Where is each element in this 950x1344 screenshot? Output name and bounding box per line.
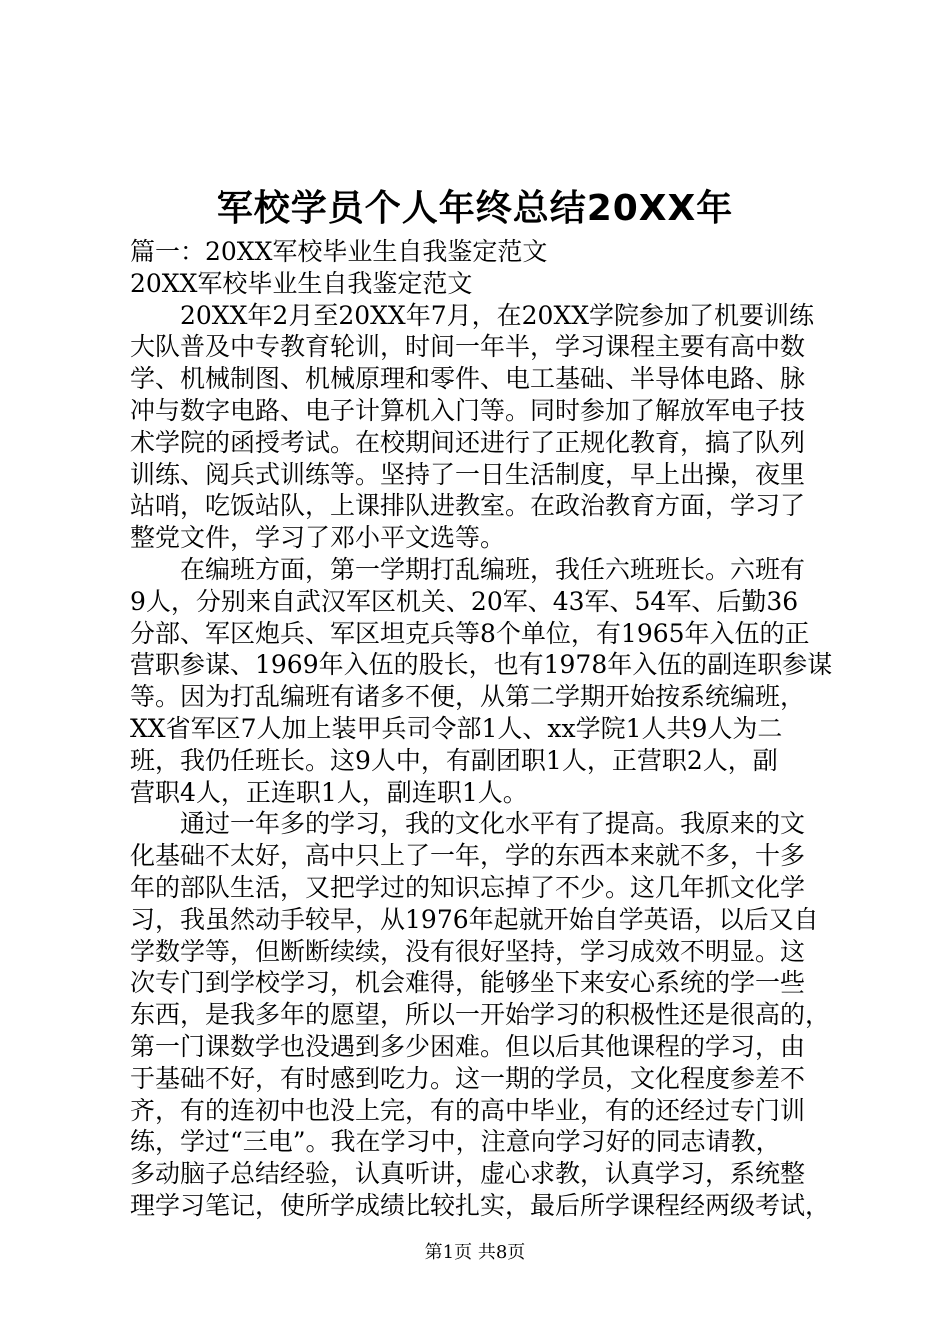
paragraph-line: 第一门课数学也没遇到多少困难。但以后其他课程的学习，由 <box>130 1031 806 1061</box>
paragraph-line: 东西，是我多年的愿望，所以一开始学习的积极性还是很高的， <box>130 1000 831 1030</box>
paragraph-line: 在编班方面，第一学期打乱编班，我任六班班长。六班有 <box>180 554 806 584</box>
paragraph-line: 分部、军区炮兵、军区坦克兵等8个单位，有1965年入伍的正 <box>130 618 810 648</box>
subsection-heading: 20XX军校毕业生自我鉴定范文 <box>130 268 473 298</box>
paragraph-line: 大队普及中专教育轮训，时间一年半，学习课程主要有高中数 <box>130 332 806 362</box>
paragraph-line: 班，我仍任班长。这9人中，有副团职1人，正营职2人，副 <box>130 745 778 775</box>
paragraph-line: 站哨，吃饭站队，上课排队进教室。在政治教育方面，学习了 <box>130 491 806 521</box>
paragraph-line: 理学习笔记，使所学成绩比较扎实，最后所学课程经两级考试， <box>130 1190 831 1220</box>
paragraph-line: 术学院的函授考试。在校期间还进行了正规化教育，搞了队列 <box>130 427 806 457</box>
paragraph-line: 化基础不太好，高中只上了一年，学的东西本来就不多，十多 <box>130 841 806 871</box>
paragraph-line: 通过一年多的学习，我的文化水平有了提高。我原来的文 <box>180 809 806 839</box>
paragraph-line: 习，我虽然动手较早，从1976年起就开始自学英语，以后又自 <box>130 904 819 934</box>
paragraph-line: 学数学等，但断断续续，没有很好坚持，学习成效不明显。这 <box>130 936 806 966</box>
paragraph-line: 次专门到学校学习，机会难得，能够坐下来安心系统的学一些 <box>130 968 806 998</box>
section-heading: 篇一：20XX军校毕业生自我鉴定范文 <box>130 237 548 266</box>
paragraph-line: XX省军区7人加上装甲兵司令部1人、xx学院1人共9人为二 <box>130 713 783 743</box>
page-footer: 第1页 共8页 <box>424 1242 526 1263</box>
document-title: 军校学员个人年终总结20XX年 <box>216 188 734 229</box>
paragraph-line: 学、机械制图、机械原理和零件、电工基础、半导体电路、脉 <box>130 364 806 394</box>
paragraph-line: 年的部队生活，又把学过的知识忘掉了不少。这几年抓文化学 <box>130 872 806 902</box>
paragraph-line: 齐，有的连初中也没上完，有的高中毕业，有的还经过专门训 <box>130 1095 806 1125</box>
document-body <box>130 236 833 1222</box>
paragraph-line: 9人，分别来自武汉军区机关、20军、43军、54军、后勤36 <box>130 586 799 616</box>
paragraph-line: 练，学过“三电”。我在学习中，注意向学习好的同志请教， <box>130 1127 781 1157</box>
paragraph-line: 冲与数字电路、电子计算机入门等。同时参加了解放军电子技 <box>130 395 806 425</box>
paragraph-line: 等。因为打乱编班有诸多不便，从第二学期开始按系统编班， <box>130 682 806 712</box>
paragraph-line: 训练、阅兵式训练等。坚持了一日生活制度，早上出操，夜里 <box>130 459 806 489</box>
paragraph-line: 营职参谋、1969年入伍的股长，也有1978年入伍的副连职参谋 <box>130 650 833 680</box>
paragraph-line: 营职4人，正连职1人，副连职1人。 <box>130 777 528 807</box>
paragraph-line: 20XX年2月至20XX年7月，在20XX学院参加了机要训练 <box>180 300 815 330</box>
paragraph-line: 于基础不好，有时感到吃力。这一期的学员，文化程度参差不 <box>130 1063 806 1093</box>
paragraph-line: 整党文件，学习了邓小平文选等。 <box>130 523 506 553</box>
paragraph-line: 多动脑子总结经验，认真听讲，虚心求教，认真学习，系统整 <box>130 1159 806 1189</box>
